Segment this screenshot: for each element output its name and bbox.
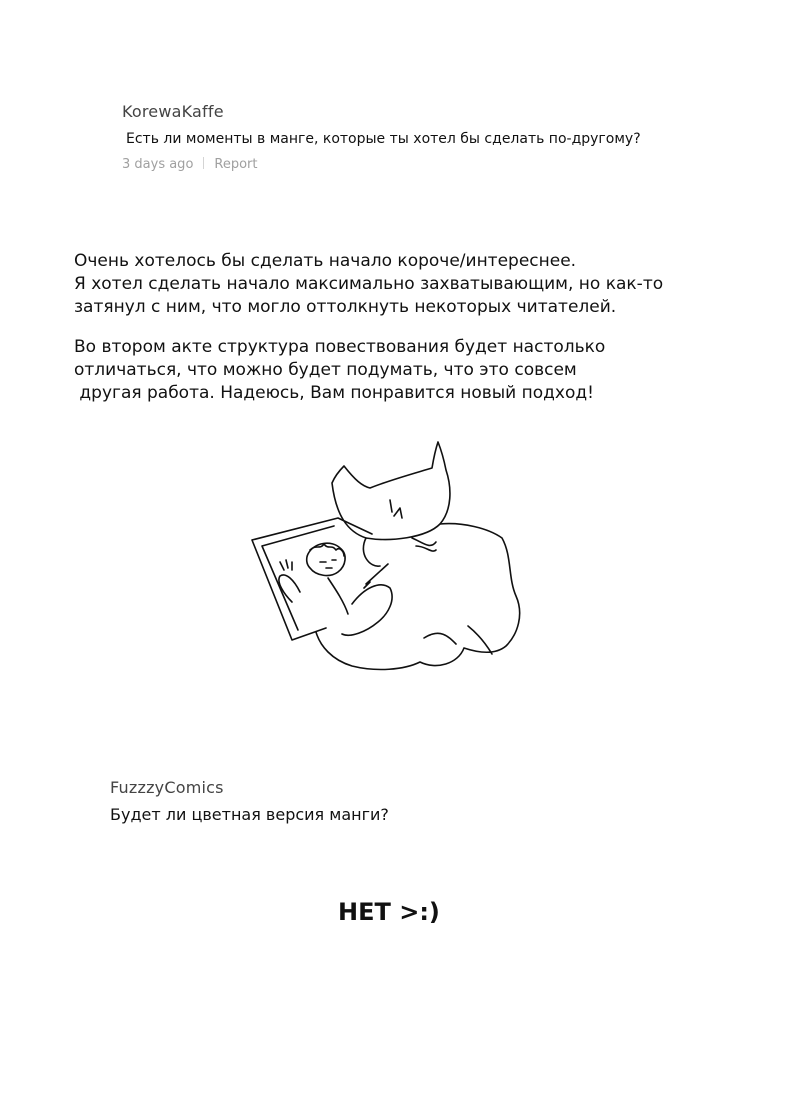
- tablet-outline: [252, 518, 372, 640]
- comment-korewakaffe: [122, 102, 641, 172]
- cat-collar: [412, 538, 436, 551]
- comment-username[interactable]: KorewaKaffe: [122, 102, 224, 121]
- answer-line: отличаться, что можно будет подумать, что это совсем: [74, 360, 577, 380]
- comment-meta: [122, 157, 641, 172]
- comment-fuzzzycomics: [110, 778, 389, 824]
- drawn-character-body: [328, 578, 348, 614]
- meta-divider: [203, 157, 204, 169]
- comment-question: Есть ли моменты в манге, которые ты хотел бы сделать по-другому?: [126, 131, 641, 147]
- answer-line: Я хотел сделать начало максимально захватывающим, но как-то: [74, 274, 664, 294]
- comment-timestamp: 3 days ago: [122, 157, 194, 172]
- cat-artist-drawing: [240, 438, 530, 678]
- tablet-inner: [262, 526, 334, 630]
- drawn-character-hand: [280, 560, 292, 570]
- answer-line: затянул с ним, что могло оттолкнуть некоторых читателей.: [74, 297, 617, 317]
- report-link[interactable]: Report: [214, 157, 258, 172]
- comment-question: Будет ли цветная версия манги?: [110, 805, 389, 824]
- answer-no: НЕТ >:): [338, 898, 440, 926]
- cat-mouth: [394, 508, 402, 518]
- cat-sleeve-lines: [424, 626, 492, 654]
- comment-username[interactable]: FuzzzyComics: [110, 778, 224, 797]
- drawn-character-arm: [279, 575, 300, 602]
- answer-paragraph-1: [74, 250, 663, 319]
- answer-paragraph-2: [74, 336, 605, 405]
- drawn-character-face: [320, 560, 336, 568]
- answer-line: другая работа. Надеюсь, Вам понравится новый подход!: [74, 383, 594, 403]
- cat-head: [332, 442, 450, 539]
- cat-eye: [390, 500, 392, 512]
- cat-arm: [342, 585, 392, 635]
- answer-line: Во втором акте структура повествования будет настолько: [74, 337, 606, 357]
- answer-line: Очень хотелось бы сделать начало короче/интереснее.: [74, 251, 577, 271]
